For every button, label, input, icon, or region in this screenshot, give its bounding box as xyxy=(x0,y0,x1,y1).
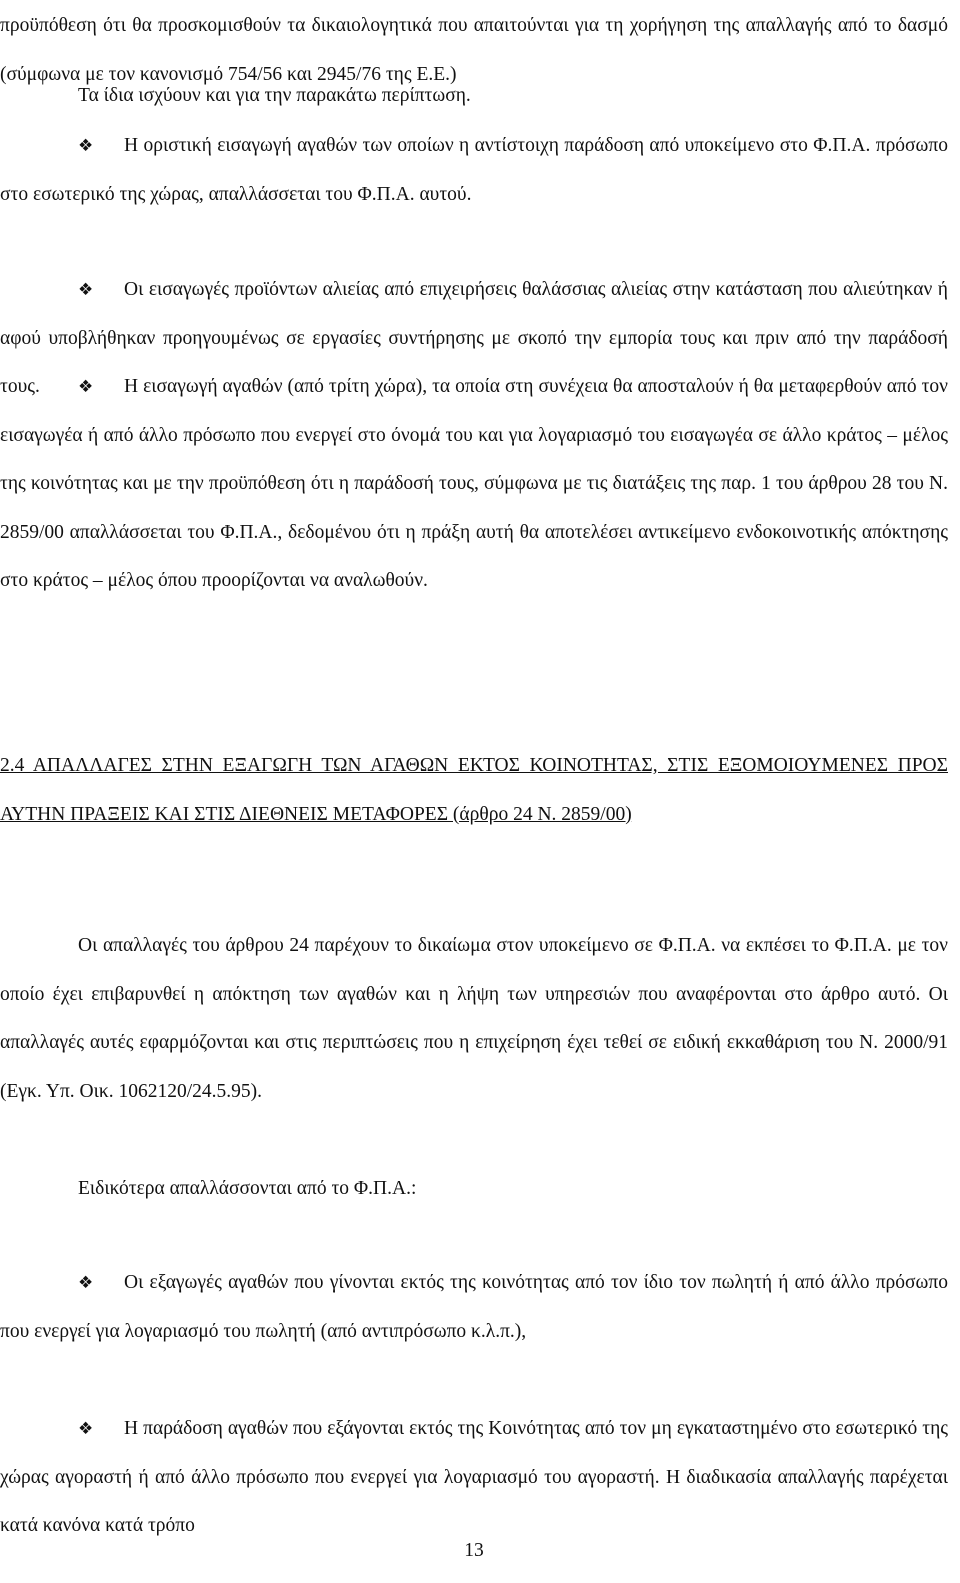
bullet-item-third-country-import xyxy=(0,363,948,606)
diamond-dots-icon: ❖ xyxy=(78,377,94,397)
bullet-text: Οι εξαγωγές αγαθών που γίνονται εκτός της κοινότητας από τον ίδιο τον πωλητή ή από άλλο πρόσωπο που ενεργεί για λογαριασμό του πωλητή (από αντιπρόσωπο κ.λ.π.), xyxy=(0,1272,948,1342)
diamond-dots-icon: ❖ xyxy=(78,136,94,156)
bullet-item-exports xyxy=(0,1259,948,1356)
paragraph-continuation: προϋπόθεση ότι θα προσκομισθούν τα δικαιολογητικά που απαιτούνται για τη χορήγηση της απαλλαγής από το δασμό (σύμφωνα με τον κανονισμό 754/56 και 2945/76 της Ε.Ε.) xyxy=(0,15,948,85)
diamond-dots-icon: ❖ xyxy=(78,1419,94,1439)
diamond-dots-icon: ❖ xyxy=(78,1273,94,1293)
paragraph-same-applies: Τα ίδια ισχύουν και για την παρακάτω περίπτωση. xyxy=(78,85,471,106)
bullet-item-final-import xyxy=(0,122,948,219)
paragraph-article-24: Οι απαλλαγές του άρθρου 24 παρέχουν το δικαίωμα στον υποκείμενο σε Φ.Π.Α. να εκπέσει το Φ.Π.Α. με τον οποίο έχει επιβαρυνθεί η απόκτηση των αγαθών και η λήψη των υπηρεσιών που αναφέρονται στο άρθρο αυτό. Οι απαλλαγές αυτές εφαρμόζονται και στις περιπτώσεις που η επιχείρηση έχει τεθεί σε ειδική εκκαθάριση του Ν. 2000/91 (Εγκ. Υπ. Οικ. 1062120/24.5.95). xyxy=(0,935,948,1102)
bullet-item-delivery-goods xyxy=(0,1405,948,1551)
page-number: 13 xyxy=(464,1540,484,1561)
bullet-text: Η οριστική εισαγωγή αγαθών των οποίων η αντίστοιχη παράδοση από υποκείμενο στο Φ.Π.Α. πρόσωπο στο εσωτερικό της χώρας, απαλλάσσεται του Φ.Π.Α. αυτού. xyxy=(0,135,948,205)
diamond-dots-icon: ❖ xyxy=(78,280,94,300)
bullet-text: Οι εισαγωγές προϊόντων αλιείας από επιχειρήσεις θαλάσσιας αλιείας στην κατάσταση που αλιεύτηκαν ή αφού υποβλήθηκαν προηγουμένως σε εργασίες συντήρησης με σκοπό την εμπορία τους και πριν από την παράδοσή τους. xyxy=(0,279,948,397)
section-heading-2-4: 2.4 ΑΠΑΛΛΑΓΕΣ ΣΤΗΝ ΕΞΑΓΩΓΗ ΤΩΝ ΑΓΑΘΩΝ ΕΚΤΟΣ ΚΟΙΝΟΤΗΤΑΣ, ΣΤΙΣ ΕΞΟΜΟΙΟΥΜΕΝΕΣ ΠΡΟΣ ΑΥΤΗΝ ΠΡΑΞΕΙΣ ΚΑΙ ΣΤΙΣ ΔΙΕΘΝΕΙΣ ΜΕΤΑΦΟΡΕΣ (άρθρο 24 Ν. 2859/00) xyxy=(0,755,948,825)
bullet-text: Η παράδοση αγαθών που εξάγονται εκτός της Κοινότητας από τον μη εγκαταστημένο στο εσωτερικό της χώρας αγοραστή ή από άλλο πρόσωπο που ενεργεί για λογαριασμό του αγοραστή. Η διαδικασία απαλλαγής παρέχεται κατά κανόνα κατά τρόπο xyxy=(0,1418,948,1536)
paragraph-specifically-exempt: Ειδικότερα απαλλάσσονται από το Φ.Π.Α.: xyxy=(78,1178,417,1199)
bullet-text: Η εισαγωγή αγαθών (από τρίτη χώρα), τα οποία στη συνέχεια θα αποσταλούν ή θα μεταφερθούν από τον εισαγωγέα ή από άλλο πρόσωπο που ενεργεί στο όνομά του και για λογαριασμό του εισαγωγέα σε άλλο κράτος – μέλος της κοινότητας και με την προϋπόθεση ότι η παράδοσή τους, σύμφωνα με τις διατάξεις της παρ. 1 του άρθρου 28 του Ν. 2859/00 απαλλάσσεται του Φ.Π.Α., δεδομένου ότι η πράξη αυτή θα αποτελέσει αντικείμενο ενδοκοινοτικής απόκτησης στο κράτος – μέλος όπου προορίζονται να αναλωθούν. xyxy=(0,376,948,591)
